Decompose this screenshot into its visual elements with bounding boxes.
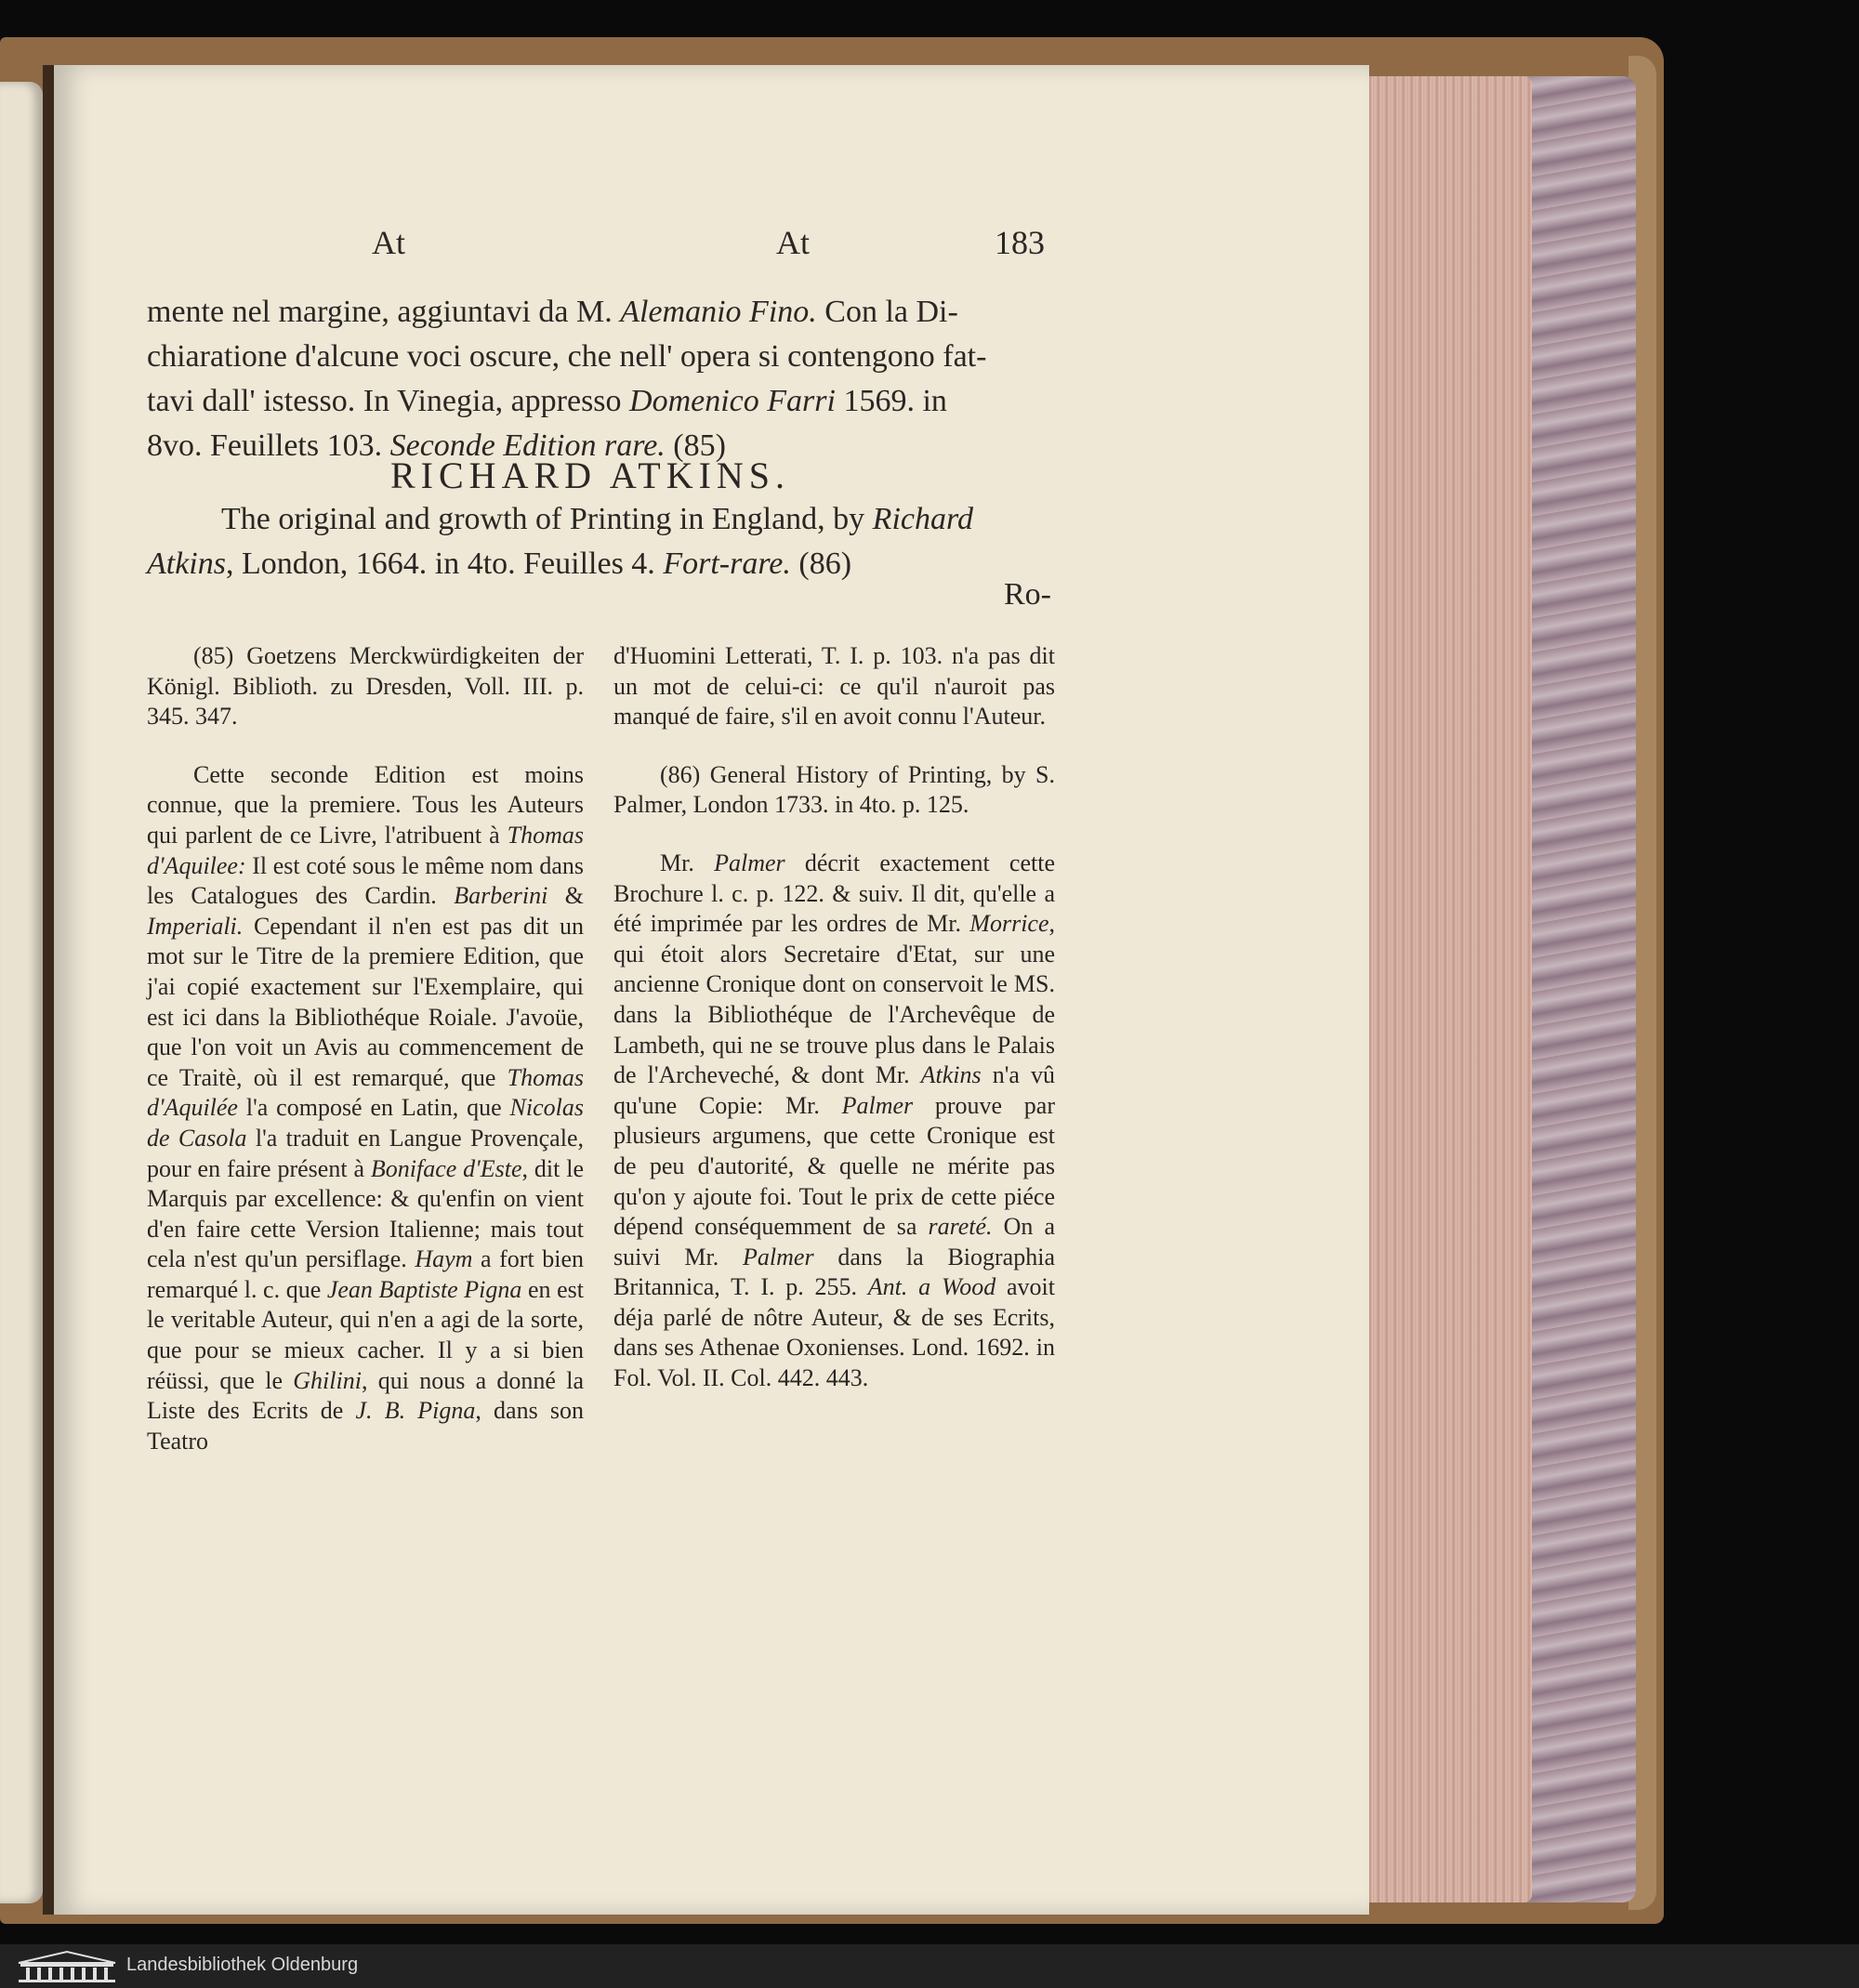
italic-run: Thomas d'Aquilée [147, 1063, 584, 1122]
text-run: tavi dall' istesso. In Vinegia, appresso [147, 384, 630, 418]
text-run: On a suivi Mr. [613, 1213, 1055, 1270]
footnote-86: (86) General History of Printing, by S. Palmer, London 1733. in 4to. p. 125. [613, 760, 1055, 819]
text-run: The original and growth of Printing in England, by [221, 502, 873, 536]
running-head-center: At [776, 224, 810, 261]
italic-run: Ghilini [293, 1366, 362, 1394]
text-run: 8vo. Feuillets 103. [147, 428, 390, 463]
italic-run: J. B. Pigna [355, 1397, 476, 1425]
library-building-icon [15, 1950, 119, 1983]
italic-run: Haym [415, 1245, 473, 1273]
italic-run: rareté. [928, 1213, 993, 1241]
italic-run: Seconde Edition rare. [389, 428, 666, 463]
italic-run: Imperiali. [147, 912, 244, 940]
italic-run: Morrice [969, 910, 1049, 938]
running-head-left: At [372, 224, 405, 261]
text-run: en est le veritable Auteur, qui n'en a agi de la sorte, que pour se mieux cacher. Il y a si bien réüssi, que le [147, 1275, 585, 1394]
italic-run: Boniface d'Este [370, 1154, 522, 1182]
italic-run: Nicolas de Casola [147, 1094, 584, 1152]
text-run: n'a vû qu'une Copie: Mr. [613, 1061, 1055, 1119]
footnote-column-right [613, 641, 1055, 1422]
text-run: dans la Biographia Britannica, T. I. p. 255. [613, 1243, 1055, 1301]
italic-run: Fort-rare. [663, 546, 791, 581]
text-run: & [547, 882, 584, 910]
text-run: 1569. in [835, 384, 947, 418]
page-number: 183 [995, 224, 1045, 261]
footer-bar [0, 1944, 1859, 1988]
text-run: avoit déja parlé de nôtre Auteur, & de ses Ecrits, dans ses Athenae Oxonienses. Lond. 1692. in Fol. Vol. II. Col. 442. 443. [613, 1273, 1055, 1392]
institution-label: Landesbibliothek Oldenburg [126, 1955, 359, 1975]
text-run: Con la Di- [816, 295, 958, 329]
text-run: Mr. [660, 849, 715, 876]
text-run: (85) [665, 428, 726, 463]
italic-run: Jean Baptiste Pigna [326, 1275, 522, 1303]
text-run: , dit le Marquis par excellence: & qu'enfin on vient d'en faire cette Version Italienne; mais tout cela n'est qu'un persiflage. [147, 1154, 584, 1273]
text-run: , qui nous a donné la Liste des Ecrits de [147, 1366, 584, 1425]
text-run: l'a traduit en Langue Provençale, pour en faire présent à [147, 1124, 584, 1182]
footnote-continuation: d'Huomini Letterati, T. I. p. 103. n'a pas dit un mot de celui-ci: ce qu'il n'auroit pas manqué de faire, s'il en avoit connu l'Auteur. [613, 642, 1055, 731]
text-line: chiaratione d'alcune voci oscure, che nell' opera si contengono fat- [147, 339, 987, 374]
italic-run: Atkins [147, 546, 226, 581]
footnote-85: (85) Goetzens Merckwürdigkeiten der Königl. Biblioth. zu Dresden, Voll. III. p. 345. 347. [147, 642, 584, 731]
text-run: a fort bien remarqué l. c. que [147, 1245, 584, 1303]
left-page-edge [0, 82, 43, 1903]
marbled-endpaper [1524, 76, 1636, 1902]
italic-run: Palmer [841, 1091, 914, 1119]
italic-run: Domenico Farri [629, 384, 836, 418]
italic-run: Palmer [714, 849, 785, 876]
text-run: décrit exactement cette Brochure l. c. p. 122. & suiv. Il dit, qu'elle a été imprimée par les ordres de Mr. [613, 849, 1056, 938]
italic-run: Richard [872, 502, 973, 536]
text-run: , qui étoit alors Secretaire d'Etat, sur une ancienne Cronique dont on conservoit le MS. dans la Bibliothéque de l'Archevêque de Lambeth, qui ne se trouve plus dans le Palais de l'Archeveché, & dont Mr. [613, 910, 1055, 1089]
text-run: l'a composé en Latin, que [237, 1094, 510, 1122]
catchword: Ro- [1004, 577, 1051, 612]
text-run: (86) [790, 546, 852, 581]
text-run: prouve par plusieurs argumens, que cette Cronique est de peu d'autorité, & quelle ne mérite pas qu'on y ajoute foi. Tout le prix de cette piéce dépend conséquemment de sa [613, 1091, 1055, 1241]
page-edges [1365, 76, 1532, 1902]
italic-run: Atkins [920, 1061, 982, 1089]
text-run: Il est coté sous le même nom dans les Catalogues des Cardin. [147, 851, 584, 910]
footnote-column-left [147, 641, 584, 1484]
text-run: mente nel margine, aggiuntavi da M. [147, 295, 621, 329]
text-run: Cette seconde Edition est moins connue, que la premiere. Tous les Auteurs qui parlent de ce Livre, l'atribuent à [147, 760, 584, 849]
entry-title: RICHARD ATKINS. [390, 454, 791, 496]
bibliographic-entry [147, 497, 1053, 586]
text-run: Cependant il n'en est pas dit un mot sur le Titre de la premiere Edition, que j'ai copié exactement sur l'Exemplaire, qui est ici dans la Bibliothéque Roiale. J'avoüe, que l'on voit un Avis au commencement de ce Traitè, où il est remarqué, que [147, 912, 584, 1091]
italic-run: Thomas d'Aquilee: [147, 821, 584, 879]
continued-entry [147, 290, 1048, 468]
italic-run: Alemanio Fino. [620, 295, 817, 329]
text-run: , London, 1664. in 4to. Feuilles 4. [225, 546, 664, 581]
commentary-paragraph [147, 760, 584, 1457]
text-run: , dans son Teatro [147, 1397, 585, 1455]
italic-run: Barberini [454, 882, 548, 910]
italic-run: Ant. a Wood [867, 1273, 996, 1301]
italic-run: Palmer [743, 1243, 814, 1270]
commentary-paragraph [613, 849, 1055, 1394]
